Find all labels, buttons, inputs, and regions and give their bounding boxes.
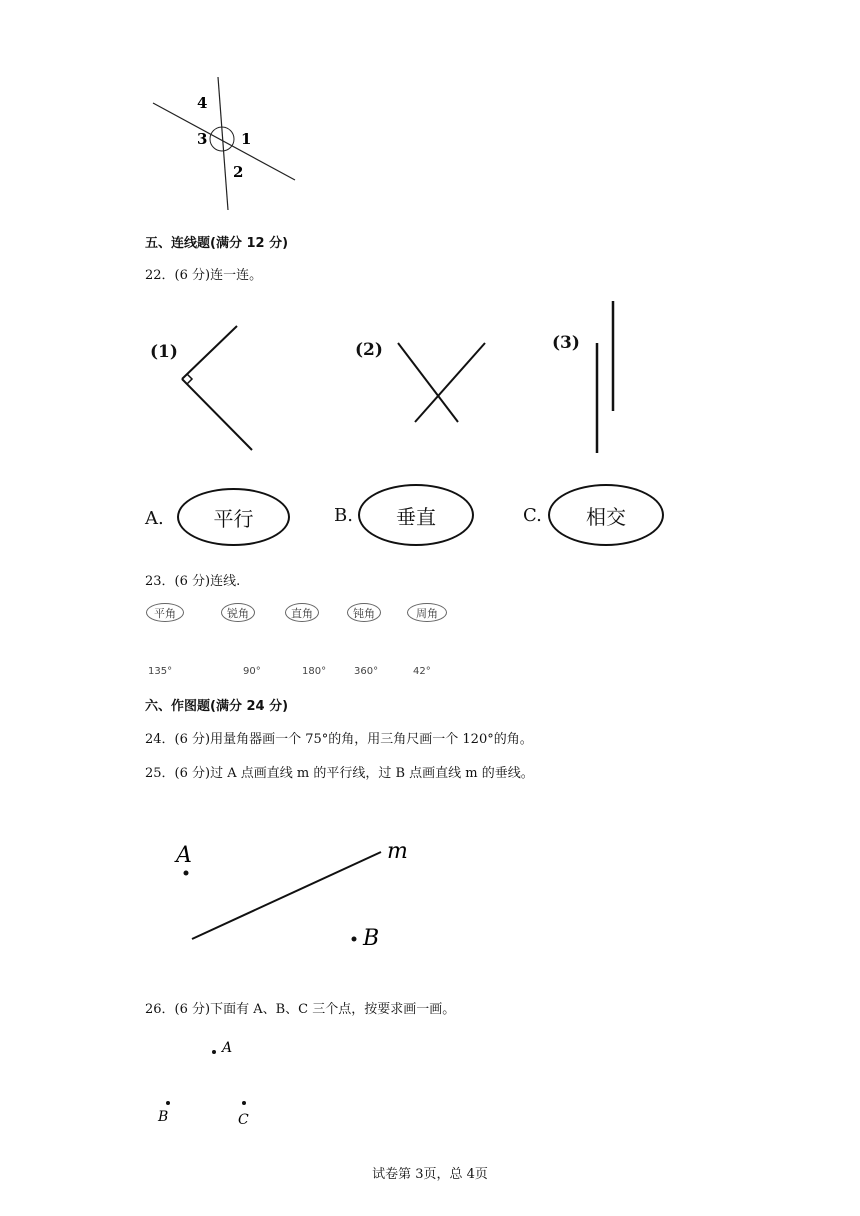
option-a-text: 平行 [213,506,254,531]
angle-name-oval-4 [347,603,381,622]
figure-1-label: (1) [150,342,178,362]
angle-label-2: 2 [233,163,244,181]
degree-3: 180° [302,666,327,677]
option-a-letter: A. [145,508,164,529]
point-a-dot [184,871,189,876]
angle-label-1: 1 [241,130,252,148]
q26-point-a-dot [212,1050,216,1054]
figure-1-upper-line [182,326,237,379]
option-b-oval [358,484,474,546]
intersecting-lines-figure [140,70,310,215]
degree-4: 360° [354,666,379,677]
angle-name-4: 钝角 [353,606,375,620]
point-b-dot [352,937,357,942]
figure-1-lower-line [182,379,252,450]
section-5-title: 五、连线题(满分 12 分) [145,236,289,251]
angle-label-3: 3 [197,130,208,148]
intersecting-figure [390,335,495,430]
parallel-figure [585,295,625,460]
angle-name-3: 直角 [291,606,313,620]
section-6-title: 六、作图题(满分 24 分) [145,699,289,714]
question-24: 24．(6 分)用量角器画一个 75°的角，用三角尺画一个 120°的角。 [145,732,533,747]
perpendicular-figure [175,320,265,455]
angle-name-5: 周角 [416,606,438,620]
question-23: 23．(6 分)连线. [145,574,241,589]
point-b-label: B [363,926,380,951]
option-b-letter: B. [334,505,353,526]
option-a-oval [177,488,290,546]
degree-1: 135° [148,666,173,677]
three-points-figure [150,1035,270,1130]
angle-name-1: 平角 [154,606,176,620]
figure-2-label: (2) [355,340,383,360]
angle-name-oval-5 [407,603,447,622]
option-c-letter: C. [523,505,542,526]
question-22: 22．(6 分)连一连。 [145,268,263,283]
line-one [153,103,295,180]
option-c-oval [548,484,664,546]
option-c-text: 相交 [586,504,626,529]
figure-3-label: (3) [552,333,580,353]
degree-2: 90° [243,666,261,677]
angle-name-oval-3 [285,603,319,622]
angle-name-oval-2 [221,603,255,622]
question-25: 25．(6 分)过 A 点画直线 m 的平行线，过 B 点画直线 m 的垂线。 [145,766,534,781]
q26-point-b-label: B [158,1109,169,1125]
option-b-text: 垂直 [396,504,436,529]
degree-5: 42° [413,666,431,677]
line-m-figure [165,830,425,955]
angle-name-ovals [146,603,466,625]
page-footer: 试卷第 3页，总 4页 [372,1167,488,1182]
line-m-label: m [387,839,408,864]
line-m [192,852,381,939]
q26-point-c-label: C [238,1112,249,1128]
point-a-label: A [176,843,192,868]
q26-point-c-dot [242,1101,246,1105]
angle-name-oval-1 [146,603,184,622]
q26-point-a-label: A [222,1040,233,1056]
q26-point-b-dot [166,1101,170,1105]
angle-label-4: 4 [197,94,208,112]
angle-name-2: 锐角 [227,606,249,620]
question-26: 26．(6 分)下面有 A、B、C 三个点，按要求画一画。 [145,1002,456,1017]
